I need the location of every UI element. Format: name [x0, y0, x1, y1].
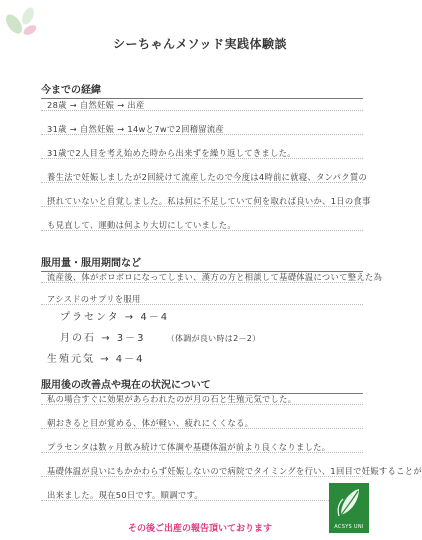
supplement-name: プラセンタ — [60, 312, 120, 323]
supplement-item: 月の石 → 3－3 （体調が良い時は2－2） — [60, 333, 261, 344]
section-heading-improvements: 服用後の改善点や現在の状況について — [41, 376, 363, 394]
section-heading-history: 今までの経緯 — [41, 81, 363, 99]
supplement-name: 生殖元気 — [47, 354, 95, 365]
history-line: 31歳 → 自然妊娠 → 14wと7wで2回稽留流産 — [47, 124, 225, 134]
history-line: 31歳で2人目を考え始めた時から出来ずを繰り返してきました。 — [47, 148, 296, 158]
improvement-line: 出来ました。現在50日です。順調です。 — [47, 490, 203, 500]
history-line: 養生法で妊娠しましたが2回続けて流産したので今度は4時前に就寝、タンパク質の — [47, 172, 368, 182]
improvement-line: 朝おきると目が覚める、体が軽い、疲れにくくなる。 — [47, 418, 254, 428]
page-title: シーちゃんメソッド実践体験談 — [112, 37, 288, 51]
supplement-dose: 4－4 — [140, 312, 170, 323]
history-line: も見直して、運動は何より大切にしていました。 — [47, 220, 236, 230]
supplement-item: 生殖元気 → 4－4 — [47, 354, 145, 365]
supplement-dose: 4－4 — [115, 354, 145, 365]
leaf-decoration-icon — [2, 4, 42, 38]
supplement-note: （体調が良い時は2－2） — [166, 334, 261, 343]
supplements-intro-line: 流産後、体がボロボロになってしまい、漢方の方と相談して基礎体温について整えた為 — [47, 272, 383, 282]
improvement-line: 基礎体温が良いにもかかわらず妊娠しないので病院でタイミングを行い、1回目で妊娠することが — [47, 466, 422, 476]
leaf-logo-icon — [329, 483, 369, 521]
supplement-item: プラセンタ → 4－4 — [60, 312, 170, 323]
supplement-dose: 3－3 — [116, 333, 146, 344]
history-line: 摂れていないと自覚しました。私は何に不足していて何を取れば良いか、1日の食事 — [47, 196, 371, 206]
supplements-intro-line: アシスドのサプリを服用 — [47, 294, 141, 304]
footer-note: その後ご出産の報告頂いております — [127, 524, 272, 534]
improvement-line: 私の場合すぐに効果があらわれたのが月の石と生殖元気でした。 — [47, 394, 297, 404]
section-heading-supplements: 服用量・服用期間など — [41, 254, 363, 272]
supplement-name: 月の石 — [60, 333, 96, 344]
logo-text: ACSYS UNI — [334, 524, 364, 530]
improvement-line: プラセンタは数ヶ月飲み続けて体調や基礎体温が前より良くなりました。 — [47, 442, 331, 452]
history-line: 28歳 → 自然妊娠 → 出産 — [47, 100, 145, 110]
